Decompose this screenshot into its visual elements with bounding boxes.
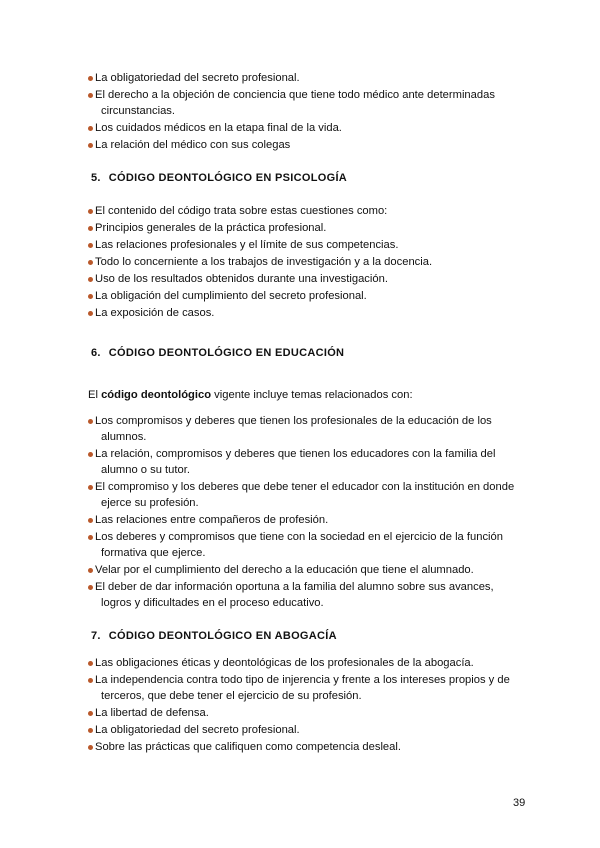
section-6-heading bbox=[91, 347, 344, 359]
bullet-icon bbox=[88, 568, 93, 573]
list-item-text: La libertad de defensa. bbox=[95, 707, 209, 719]
section-7-number: 7. bbox=[91, 630, 101, 642]
section-7-title: CÓDIGO DEONTOLÓGICO EN ABOGACÍA bbox=[108, 630, 337, 642]
bullet-icon bbox=[88, 243, 93, 248]
bullet-icon bbox=[88, 126, 93, 131]
list-item-text: El contenido del código trata sobre estas cuestiones como: bbox=[95, 205, 388, 217]
intro-bold-term: código deontológico bbox=[101, 389, 212, 401]
list-item bbox=[88, 655, 518, 671]
list-item-text: Las relaciones profesionales y el límite de sus competencias. bbox=[95, 239, 399, 251]
bullet-icon bbox=[88, 277, 93, 282]
list-item bbox=[88, 70, 518, 86]
list-item bbox=[88, 271, 518, 287]
list-item-text: Los deberes y compromisos que tiene con la sociedad en el ejercicio de la función formativa que ejerce. bbox=[95, 531, 503, 559]
bullet-icon bbox=[88, 226, 93, 231]
section-5-number: 5. bbox=[91, 172, 101, 184]
list-item-text: Principios generales de la práctica profesional. bbox=[95, 222, 327, 234]
list-item bbox=[88, 579, 518, 611]
list-item-text: Las obligaciones éticas y deontológicas de los profesionales de la abogacía. bbox=[95, 657, 474, 669]
list-item bbox=[88, 254, 518, 270]
list-item bbox=[88, 529, 518, 561]
bullet-icon bbox=[88, 311, 93, 316]
list-item-text: Las relaciones entre compañeros de profesión. bbox=[95, 514, 329, 526]
list-item-text: El deber de dar información oportuna a la familia del alumno sobre sus avances, logros y dificultades en el proceso educativo. bbox=[95, 581, 494, 609]
top-bullet-list bbox=[88, 70, 518, 154]
list-item bbox=[88, 220, 518, 236]
section-6-intro bbox=[88, 389, 413, 401]
intro-text-before: El bbox=[88, 389, 102, 401]
intro-text-after: vigente incluye temas relacionados con: bbox=[211, 389, 413, 401]
list-item-text: La independencia contra todo tipo de injerencia y frente a los intereses propios y de terceros, que debe tener el ejercicio de su profesión. bbox=[95, 674, 510, 702]
list-item bbox=[88, 562, 518, 578]
bullet-icon bbox=[88, 294, 93, 299]
list-item-text: Los compromisos y deberes que tienen los profesionales de la educación de los alumnos. bbox=[95, 415, 492, 443]
section-6-list bbox=[88, 413, 518, 612]
list-item bbox=[88, 672, 518, 704]
list-item bbox=[88, 203, 518, 219]
list-item bbox=[88, 413, 518, 445]
list-item-text: La relación, compromisos y deberes que tienen los educadores con la familia del alumno o su tutor. bbox=[95, 448, 496, 476]
list-item bbox=[88, 512, 518, 528]
bullet-icon bbox=[88, 585, 93, 590]
list-item-text: Todo lo concerniente a los trabajos de investigación y a la docencia. bbox=[95, 256, 433, 268]
list-item-text: La obligatoriedad del secreto profesional. bbox=[95, 724, 300, 736]
bullet-icon bbox=[88, 678, 93, 683]
bullet-icon bbox=[88, 535, 93, 540]
page-number: 39 bbox=[513, 797, 526, 809]
bullet-icon bbox=[88, 452, 93, 457]
list-item-text: El compromiso y los deberes que debe tener el educador con la institución en donde ejerce su profesión. bbox=[95, 481, 515, 509]
list-item-text: El derecho a la objeción de conciencia que tiene todo médico ante determinadas circunstancias. bbox=[95, 89, 495, 117]
list-item bbox=[88, 739, 518, 755]
list-item-text: La exposición de casos. bbox=[95, 307, 215, 319]
bullet-icon bbox=[88, 518, 93, 523]
list-item bbox=[88, 305, 518, 321]
list-item-text: La obligación del cumplimiento del secreto profesional. bbox=[95, 290, 367, 302]
list-item bbox=[88, 722, 518, 738]
list-item bbox=[88, 120, 518, 136]
bullet-icon bbox=[88, 260, 93, 265]
list-item bbox=[88, 705, 518, 721]
section-5-list bbox=[88, 203, 518, 322]
bullet-icon bbox=[88, 711, 93, 716]
section-5-title: CÓDIGO DEONTOLÓGICO EN PSICOLOGÍA bbox=[108, 172, 348, 184]
bullet-icon bbox=[88, 419, 93, 424]
bullet-icon bbox=[88, 661, 93, 666]
list-item bbox=[88, 479, 518, 511]
list-item-text: Velar por el cumplimiento del derecho a la educación que tiene el alumnado. bbox=[95, 564, 474, 576]
list-item bbox=[88, 237, 518, 253]
list-item-text: La obligatoriedad del secreto profesional. bbox=[95, 72, 300, 84]
list-item-text: Uso de los resultados obtenidos durante una investigación. bbox=[95, 273, 388, 285]
list-item bbox=[88, 446, 518, 478]
bullet-icon bbox=[88, 93, 93, 98]
section-6-title: CÓDIGO DEONTOLÓGICO EN EDUCACIÓN bbox=[108, 347, 345, 359]
list-item bbox=[88, 137, 518, 153]
list-item-text: Los cuidados médicos en la etapa final de la vida. bbox=[95, 122, 342, 134]
bullet-icon bbox=[88, 76, 93, 81]
bullet-icon bbox=[88, 485, 93, 490]
bullet-icon bbox=[88, 728, 93, 733]
section-5-heading bbox=[91, 172, 347, 184]
section-7-list bbox=[88, 655, 518, 756]
bullet-icon bbox=[88, 745, 93, 750]
list-item-text: La relación del médico con sus colegas bbox=[95, 139, 291, 151]
bullet-icon bbox=[88, 143, 93, 148]
list-item bbox=[88, 87, 518, 119]
section-6-number: 6. bbox=[91, 347, 101, 359]
section-7-heading bbox=[91, 630, 337, 642]
list-item bbox=[88, 288, 518, 304]
list-item-text: Sobre las prácticas que califiquen como competencia desleal. bbox=[95, 741, 401, 753]
bullet-icon bbox=[88, 209, 93, 214]
